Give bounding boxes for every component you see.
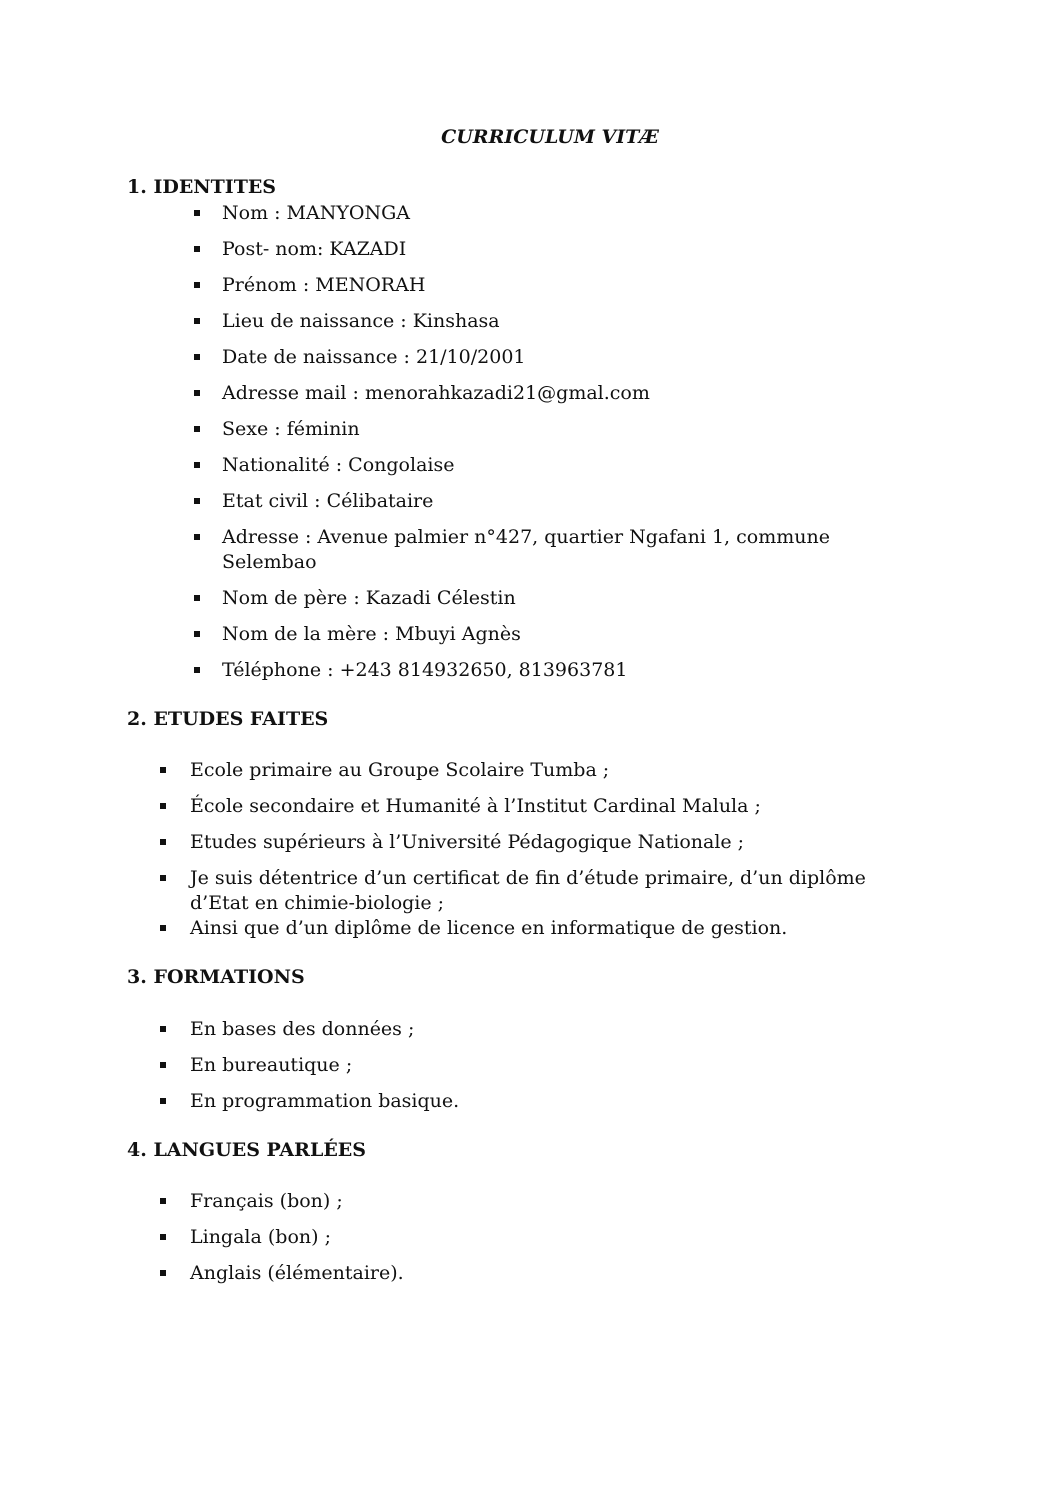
- identity-item: Adresse : Avenue palmier n°427, quartier Ngafani 1, commune Selembao: [222, 525, 922, 575]
- etudes-item: Ecole primaire au Groupe Scolaire Tumba ;: [190, 758, 930, 783]
- langues-item: Français (bon) ;: [190, 1189, 930, 1214]
- identity-item: Lieu de naissance : Kinshasa: [222, 309, 922, 334]
- etudes-item: Je suis détentrice d’un certificat de fin d’étude primaire, d’un diplôme d’Etat en chimie-biologie ;: [190, 866, 930, 916]
- langues-list: [190, 1189, 930, 1297]
- etudes-item: École secondaire et Humanité à l’Institut Cardinal Malula ;: [190, 794, 930, 819]
- section-heading-identites: 1. IDENTITES: [127, 176, 277, 198]
- section-heading-formations: 3. FORMATIONS: [127, 966, 305, 988]
- identity-item: Nom de la mère : Mbuyi Agnès: [222, 622, 922, 647]
- section-heading-etudes: 2. ETUDES FAITES: [127, 708, 329, 730]
- identity-item: Post- nom: KAZADI: [222, 237, 922, 262]
- identity-item: Prénom : MENORAH: [222, 273, 922, 298]
- identity-item: Nom de père : Kazadi Célestin: [222, 586, 922, 611]
- etudes-item: Etudes supérieurs à l’Université Pédagogique Nationale ;: [190, 830, 930, 855]
- formations-item: En bureautique ;: [190, 1053, 930, 1078]
- identity-item: Adresse mail : menorahkazadi21@gmal.com: [222, 381, 922, 406]
- identity-item: Etat civil : Célibataire: [222, 489, 922, 514]
- formations-item: En programmation basique.: [190, 1089, 930, 1114]
- etudes-item: Ainsi que d’un diplôme de licence en informatique de gestion.: [190, 916, 930, 941]
- formations-item: En bases des données ;: [190, 1017, 930, 1042]
- etudes-list: [190, 758, 930, 941]
- identity-list: [222, 201, 922, 694]
- identity-item: Nationalité : Congolaise: [222, 453, 922, 478]
- section-heading-langues: 4. LANGUES PARLÉES: [127, 1139, 367, 1161]
- identity-item: Nom : MANYONGA: [222, 201, 922, 226]
- identity-item: Date de naissance : 21/10/2001: [222, 345, 922, 370]
- identity-item: Téléphone : +243 814932650, 813963781: [222, 658, 922, 683]
- document-title: CURRICULUM VITÆ: [441, 126, 659, 148]
- langues-item: Lingala (bon) ;: [190, 1225, 930, 1250]
- identity-item: Sexe : féminin: [222, 417, 922, 442]
- langues-item: Anglais (élémentaire).: [190, 1261, 930, 1286]
- formations-list: [190, 1017, 930, 1125]
